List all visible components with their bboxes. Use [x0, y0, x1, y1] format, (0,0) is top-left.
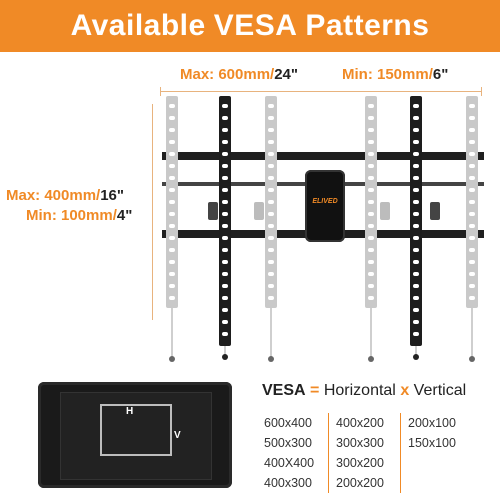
horizontal-max: Max: 600mm/24" — [180, 66, 299, 83]
rail-hole — [222, 224, 228, 228]
string-weight — [368, 356, 374, 362]
rail-light-3 — [365, 96, 377, 308]
rail-hole — [169, 104, 175, 108]
rail-hole — [368, 200, 374, 204]
tilt-knob-left — [208, 202, 218, 220]
rail-hole — [169, 272, 175, 276]
rail-hole — [469, 140, 475, 144]
string-3 — [270, 308, 272, 358]
rail-hole — [222, 308, 228, 312]
tilt-knob-right-ghost — [380, 202, 390, 220]
size-column-2 — [336, 413, 384, 493]
rail-hole — [169, 176, 175, 180]
rail-hole — [222, 116, 228, 120]
rail-hole — [469, 236, 475, 240]
rail-hole — [268, 188, 274, 192]
rail-hole — [368, 104, 374, 108]
rail-hole — [169, 296, 175, 300]
rail-hole — [222, 104, 228, 108]
rail-hole — [222, 176, 228, 180]
rail-hole — [469, 260, 475, 264]
tv-back-illustration — [38, 382, 232, 488]
tilt-knob-right — [430, 202, 440, 220]
rail-hole — [368, 272, 374, 276]
string-weight — [268, 356, 274, 362]
rail-hole — [413, 152, 419, 156]
rail-hole — [413, 320, 419, 324]
rail-hole — [368, 152, 374, 156]
rail-hole — [268, 152, 274, 156]
rail-hole — [268, 236, 274, 240]
legend-equals: = — [310, 382, 320, 399]
rail-hole — [469, 116, 475, 120]
center-plate — [305, 170, 345, 242]
rail-hole — [368, 116, 374, 120]
rail-hole — [368, 284, 374, 288]
rail-hole — [222, 248, 228, 252]
rail-hole — [169, 260, 175, 264]
rail-hole — [413, 104, 419, 108]
rail-hole — [413, 188, 419, 192]
legend-x: x — [400, 382, 410, 399]
rail-hole — [268, 200, 274, 204]
rail-hole — [169, 140, 175, 144]
tilt-knob-left-ghost — [254, 202, 264, 220]
size-item: 600x400 — [264, 416, 312, 430]
rail-hole — [469, 272, 475, 276]
rail-hole — [268, 116, 274, 120]
rail-hole — [413, 116, 419, 120]
size-column-1 — [264, 413, 314, 493]
rail-hole — [413, 260, 419, 264]
string-weight — [169, 356, 175, 362]
rail-hole — [169, 188, 175, 192]
size-item: 200x200 — [336, 476, 384, 490]
rail-hole — [368, 212, 374, 216]
size-item: 150x100 — [408, 436, 456, 450]
rail-hole — [413, 236, 419, 240]
rail-hole — [413, 164, 419, 168]
rail-hole — [469, 164, 475, 168]
string-weight — [413, 354, 419, 360]
rail-hole — [268, 272, 274, 276]
rail-hole — [368, 236, 374, 240]
rail-hole — [368, 260, 374, 264]
banner-brand: VESA — [213, 9, 298, 42]
rail-hole — [368, 248, 374, 252]
rail-hole — [469, 152, 475, 156]
legend-horizontal: Horizontal — [323, 382, 396, 399]
h-label: H — [126, 406, 134, 417]
rail-hole — [469, 212, 475, 216]
rail-hole — [469, 284, 475, 288]
rail-hole — [169, 152, 175, 156]
rail-hole — [268, 176, 274, 180]
rail-hole — [268, 260, 274, 264]
rail-hole — [413, 224, 419, 228]
v-label: V — [174, 430, 181, 441]
rail-hole — [222, 164, 228, 168]
size-item: 300x300 — [336, 436, 384, 450]
rail-hole — [413, 248, 419, 252]
rail-hole — [268, 284, 274, 288]
rail-hole — [169, 284, 175, 288]
rail-hole — [368, 296, 374, 300]
rail-hole — [413, 140, 419, 144]
rail-hole — [469, 224, 475, 228]
size-column-3 — [408, 413, 456, 453]
vertical-max: Max: 400mm/16" — [6, 187, 125, 204]
string-6 — [471, 308, 473, 358]
rail-light-1 — [166, 96, 178, 308]
rail-hole — [368, 140, 374, 144]
rail-hole — [413, 308, 419, 312]
rail-hole — [469, 248, 475, 252]
rail-hole — [268, 296, 274, 300]
legend-vesa: VESA — [262, 382, 306, 399]
rail-hole — [222, 140, 228, 144]
rail-hole — [222, 212, 228, 216]
rail-hole — [368, 224, 374, 228]
rail-hole — [469, 176, 475, 180]
rail-hole — [469, 104, 475, 108]
rail-hole — [222, 332, 228, 336]
string-weight — [222, 354, 228, 360]
size-item: 400x200 — [336, 416, 384, 430]
rail-hole — [413, 128, 419, 132]
rail-hole — [169, 224, 175, 228]
rail-hole — [169, 200, 175, 204]
rail-hole — [222, 260, 228, 264]
rail-dark-2 — [410, 96, 422, 346]
rail-hole — [368, 176, 374, 180]
rail-light-4 — [466, 96, 478, 308]
rail-hole — [222, 200, 228, 204]
rail-hole — [222, 320, 228, 324]
vertical-min: Min: 100mm/4" — [26, 207, 133, 224]
rail-dark-1 — [219, 96, 231, 346]
vesa-legend — [262, 382, 466, 400]
column-divider — [328, 413, 329, 493]
rail-hole — [413, 176, 419, 180]
horizontal-min: Min: 150mm/6" — [342, 66, 449, 83]
rail-hole — [222, 296, 228, 300]
string-weight — [469, 356, 475, 362]
rail-hole — [368, 188, 374, 192]
rail-hole — [413, 272, 419, 276]
rail-hole — [268, 104, 274, 108]
rail-hole — [469, 128, 475, 132]
rail-hole — [169, 236, 175, 240]
rail-hole — [268, 128, 274, 132]
rail-hole — [413, 200, 419, 204]
rail-hole — [222, 272, 228, 276]
rail-hole — [368, 128, 374, 132]
column-divider — [400, 413, 401, 493]
rail-hole — [268, 248, 274, 252]
rail-hole — [169, 116, 175, 120]
brand-logo: ELIVED — [312, 198, 338, 205]
size-item: 200x100 — [408, 416, 456, 430]
string-1 — [171, 308, 173, 358]
rail-hole — [268, 164, 274, 168]
rail-hole — [268, 140, 274, 144]
rail-hole — [222, 188, 228, 192]
banner-suffix: Patterns — [305, 9, 430, 42]
rail-hole — [169, 164, 175, 168]
rail-hole — [222, 128, 228, 132]
rail-hole — [222, 284, 228, 288]
banner-prefix: Available — [70, 9, 206, 42]
rail-hole — [268, 224, 274, 228]
rail-hole — [469, 200, 475, 204]
legend-vertical: Vertical — [413, 382, 467, 399]
rail-light-2 — [265, 96, 277, 308]
string-4 — [370, 308, 372, 358]
rail-hole — [169, 248, 175, 252]
rail-hole — [469, 296, 475, 300]
rail-hole — [169, 212, 175, 216]
vesa-hole-pattern — [100, 404, 172, 456]
rail-hole — [469, 188, 475, 192]
rail-hole — [413, 332, 419, 336]
top-wall-bar — [162, 152, 484, 160]
size-item: 400X400 — [264, 456, 315, 470]
rail-hole — [268, 212, 274, 216]
rail-hole — [222, 236, 228, 240]
rail-hole — [413, 284, 419, 288]
rail-hole — [169, 128, 175, 132]
rail-hole — [413, 212, 419, 216]
rail-hole — [413, 296, 419, 300]
size-item: 500x300 — [264, 436, 312, 450]
size-item: 400x300 — [264, 476, 312, 490]
size-item: 300x200 — [336, 456, 384, 470]
rail-hole — [368, 164, 374, 168]
rail-hole — [222, 152, 228, 156]
